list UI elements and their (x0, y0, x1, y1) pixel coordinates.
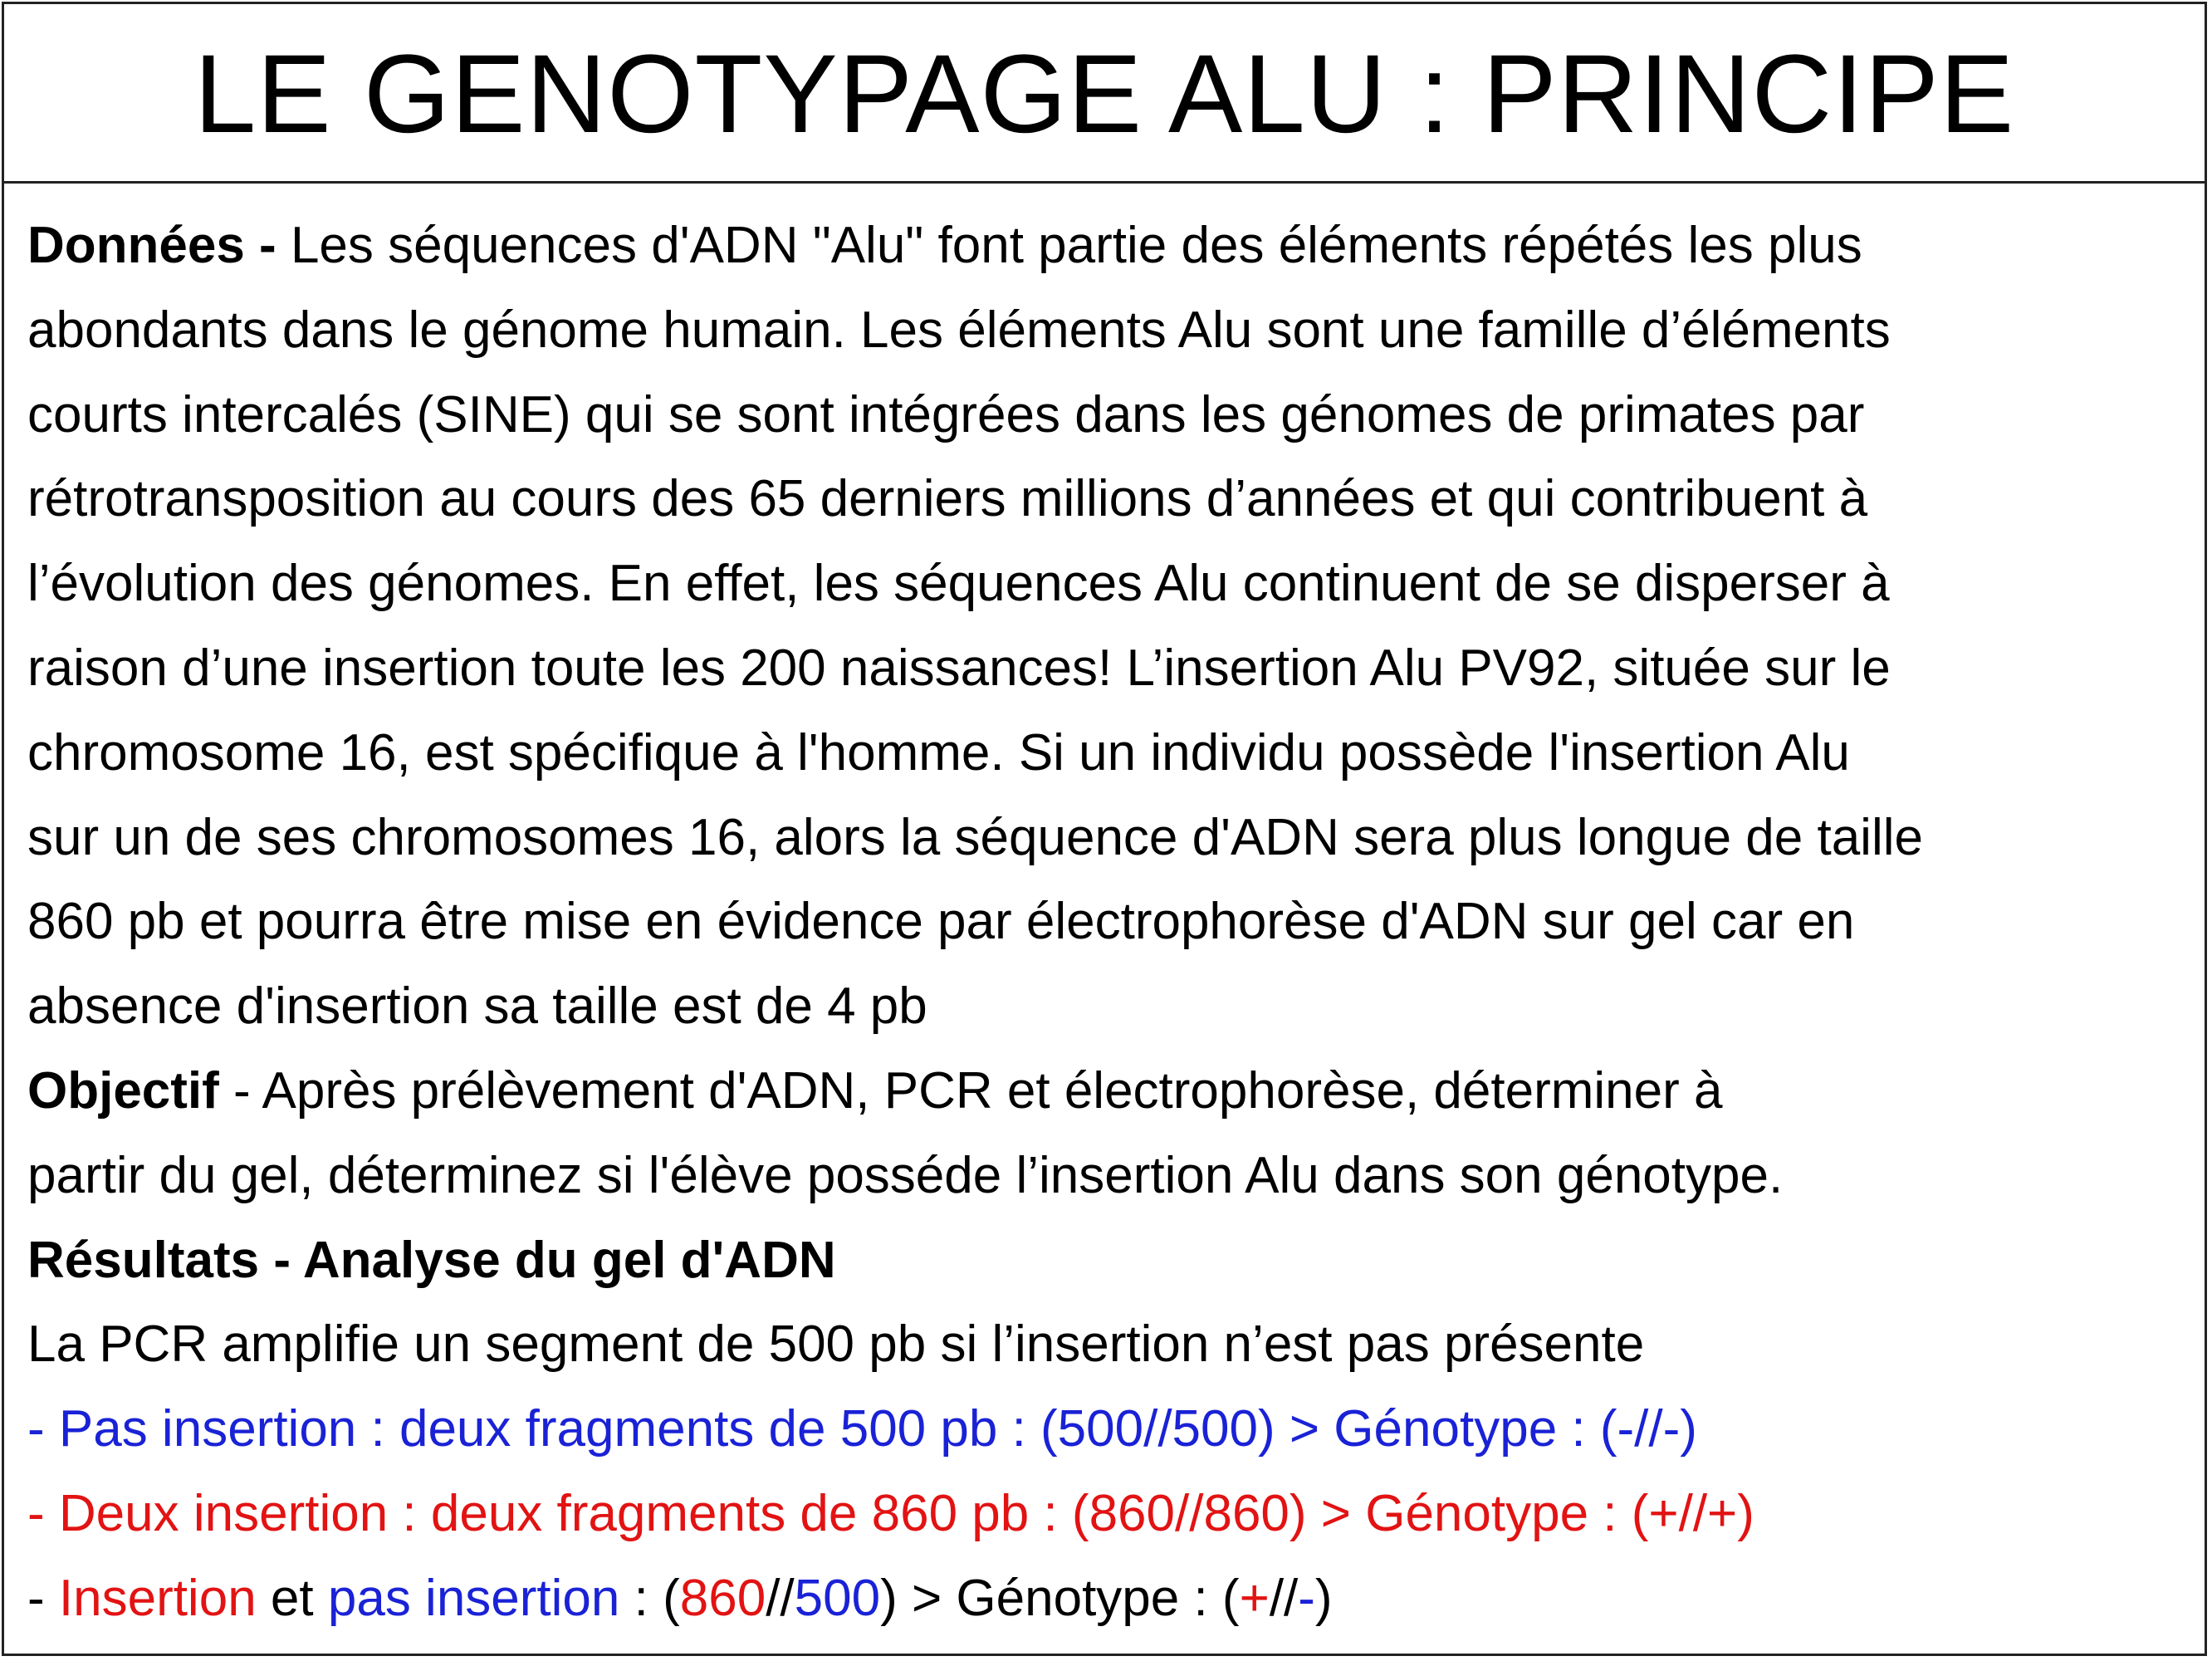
objectif-line-2: partir du gel, déterminez si l'élève posséde l’insertion Alu dans son génotype. (27, 1146, 1784, 1204)
case-no-insertion: - Pas insertion : deux fragments de 500 pb : (500//500) > Génotype : (-//-) (27, 1400, 1697, 1458)
case-mixed-500: 500 (794, 1569, 881, 1627)
case-mixed-plus: + (1239, 1569, 1270, 1627)
donnees-line-1 (27, 203, 2186, 288)
case-two-insertions: - Deux insertion : deux fragments de 860 pb : (860//860) > Génotype : (+//+) (27, 1484, 1754, 1542)
donnees-line-9: 860 pb et pourra être mise en évidence par électrophorèse d'ADN sur gel car en (27, 893, 1855, 951)
case-mixed-minus: - (1298, 1569, 1315, 1627)
donnees-line-7: chromosome 16, est spécifique à l'homme. Si un individu possède l'insertion Alu (27, 723, 1850, 782)
donnees-text-1: Les séquences d'ADN "Alu" font partie des éléments répétés les plus (276, 217, 1862, 274)
objectif-text-1: - Après prélèvement d'ADN, PCR et électrophorèse, déterminer à (218, 1061, 1723, 1120)
case-mixed (27, 1556, 2186, 1641)
donnees-line-2: abondants dans le génome humain. Les éléments Alu sont une famille d’éléments (27, 301, 1891, 359)
case-mixed-slashes: // (766, 1569, 795, 1627)
case-mixed-close: ) (1314, 1569, 1333, 1627)
donnees-line-3: courts intercalés (SINE) qui se sont intégrées dans les génomes de primates par (27, 385, 1865, 443)
donnees-line-10: absence d'insertion sa taille est de 4 pb (27, 977, 927, 1036)
resultats-heading: Résultats - Analyse du gel d'ADN (27, 1231, 836, 1289)
case-mixed-slashes-2: // (1269, 1569, 1299, 1627)
content-body (27, 203, 2186, 1641)
title-bar (4, 4, 2205, 184)
resultats-intro: La PCR amplifie un segment de 500 pb si l’insertion n’est pas présente (27, 1316, 1645, 1374)
donnees-line-5: l’évolution des génomes. En effet, les séquences Alu continuent de se disperser à (27, 555, 1890, 613)
donnees-line-4: rétrotransposition au cours des 65 derniers millions d’années et qui contribuent à (27, 470, 1868, 528)
document-frame (2, 2, 2207, 1656)
case-mixed-pas-insertion: pas insertion (327, 1569, 620, 1627)
case-mixed-colon: : ( (619, 1569, 680, 1627)
donnees-line-8: sur un de ses chromosomes 16, alors la séquence d'ADN sera plus longue de taille (27, 808, 1923, 866)
donnees-line-6: raison d’une insertion toute les 200 naissances! L’insertion Alu PV92, située sur le (27, 639, 1891, 697)
objectif-label: Objectif (27, 1061, 219, 1120)
case-mixed-genotype: ) > Génotype : ( (880, 1569, 1240, 1627)
case-mixed-860: 860 (679, 1569, 766, 1627)
objectif-line-1 (27, 1049, 2186, 1134)
case-mixed-insertion: Insertion (58, 1569, 257, 1627)
case-mixed-dash: - (27, 1569, 59, 1627)
case-mixed-et: et (256, 1569, 328, 1627)
page-title: LE GENOTYPAGE ALU : PRINCIPE (193, 32, 2015, 156)
donnees-label: Données - (27, 217, 276, 274)
